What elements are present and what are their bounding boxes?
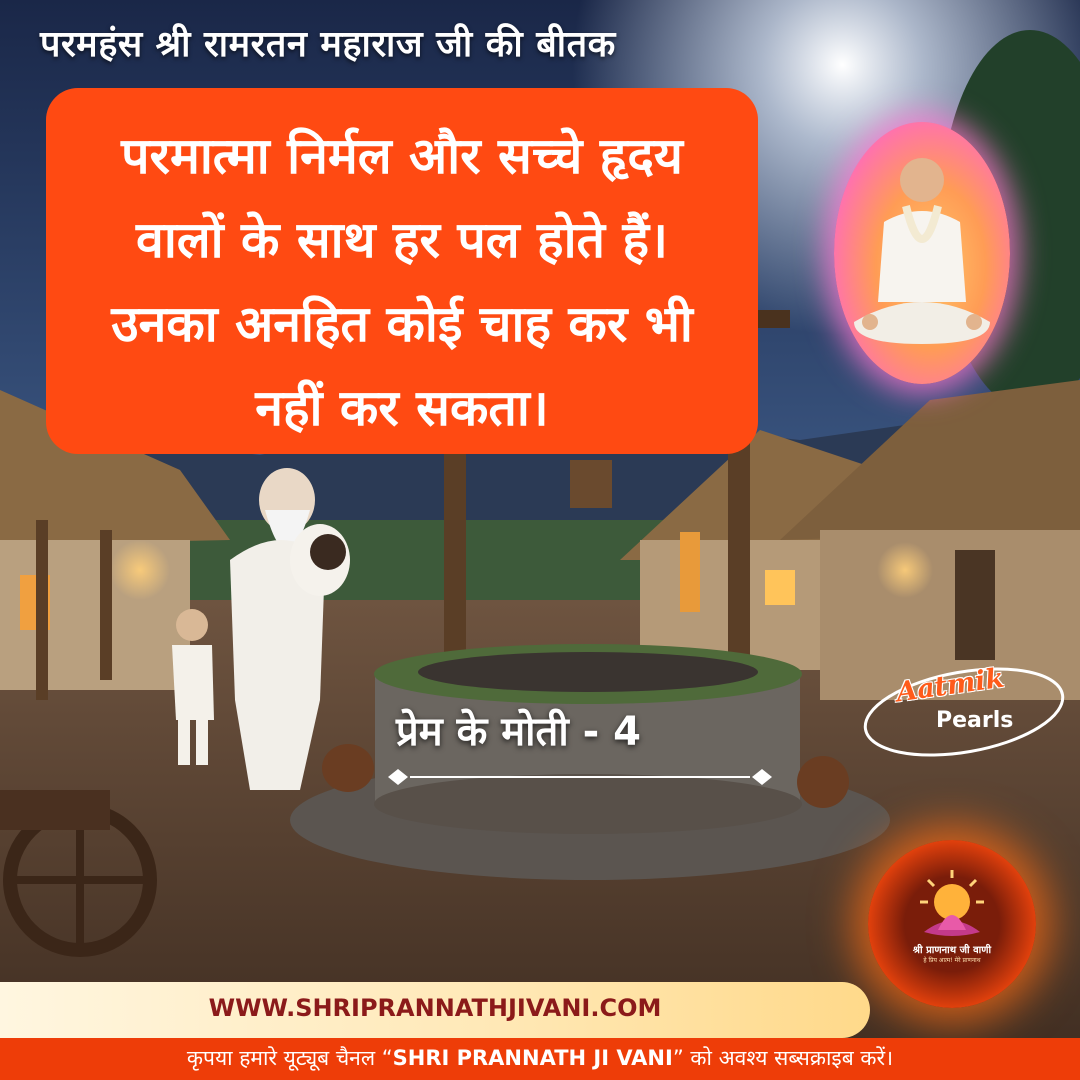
subscribe-notice <box>0 1044 1080 1072</box>
channel-name: SHRI PRANNATH JI VANI <box>392 1046 673 1070</box>
aatmik-pearls-badge <box>856 656 1072 762</box>
notice-prefix: कृपया हमारे यूट्यूब चैनल “ <box>186 1046 393 1070</box>
ornamental-divider <box>380 765 780 789</box>
channel-logo <box>868 840 1036 1008</box>
quote-box <box>46 88 758 454</box>
series-title: प्रेम के मोती - 4 <box>396 709 641 755</box>
badge-aatmik-label: Aatmik <box>894 662 1007 709</box>
website-link[interactable]: WWW.SHRIPRANNATHJIVANI.COM <box>208 994 662 1022</box>
page-title: परमहंस श्री रामरतन महाराज जी की बीतक <box>40 24 616 65</box>
logo-subcaption: हे प्रिय आत्म! मेरे प्राणनाथ <box>923 957 981 964</box>
logo-caption: श्री प्राणनाथ जी वाणी <box>912 945 992 956</box>
sun-lotus-icon <box>868 840 1036 1008</box>
website-bar <box>0 982 870 1038</box>
guru-figure-icon <box>834 122 1010 384</box>
quote-text: परमात्मा निर्मल और सच्चे हृदय वालों के साथ हर पल होते हैं। उनका अनहित कोई चाह कर भी नहीं कर सकता। <box>111 127 693 437</box>
guru-portrait <box>834 122 1010 384</box>
notice-suffix: ” को अवश्य सब्सक्राइब करें। <box>672 1046 894 1070</box>
badge-pearls-label: Pearls <box>936 708 1014 733</box>
subscribe-notice-bar <box>0 1038 1080 1080</box>
